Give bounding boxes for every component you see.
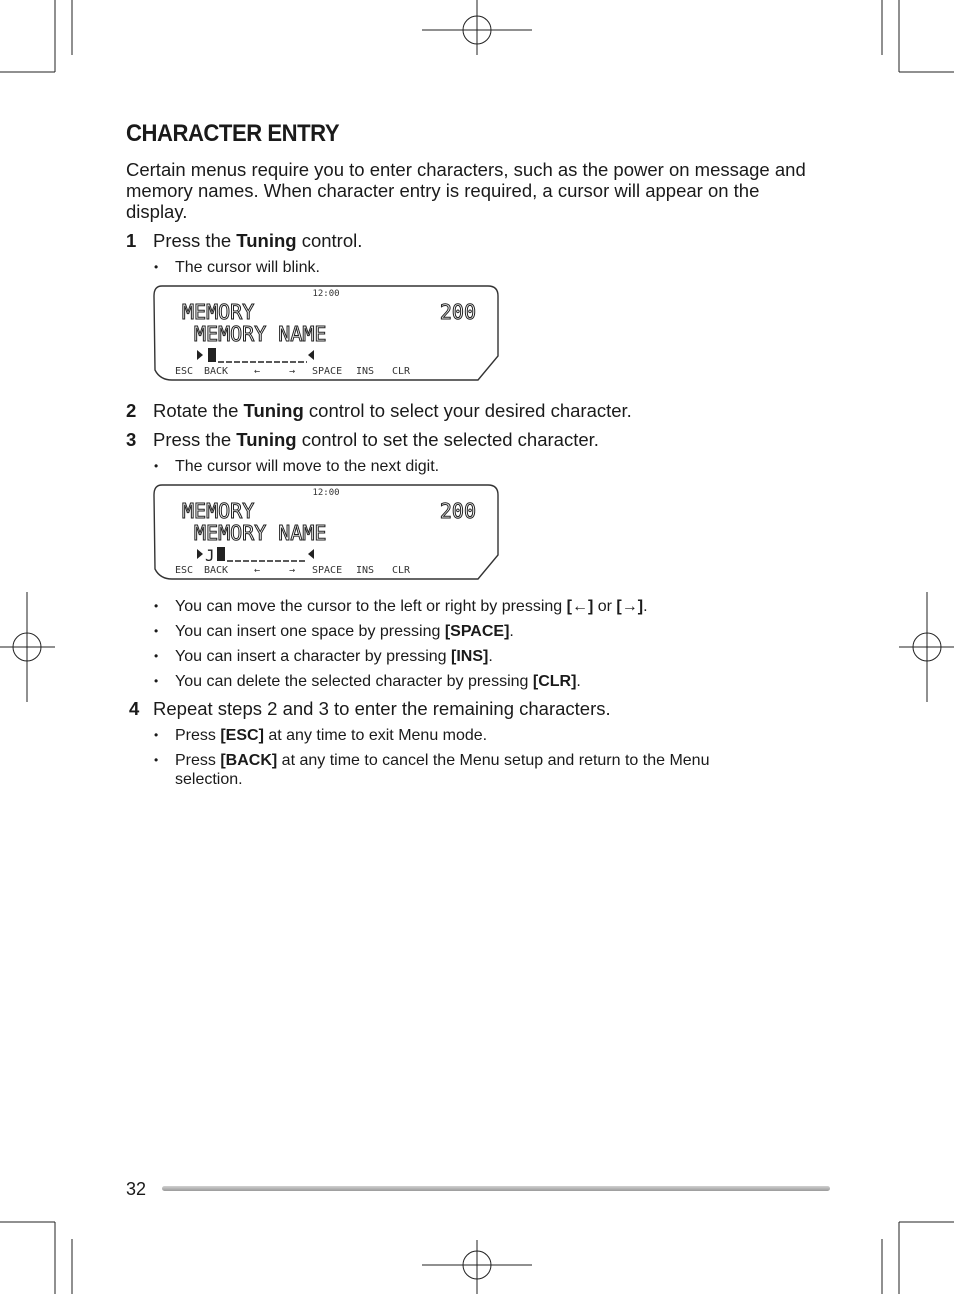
bullet-dot: • xyxy=(154,599,159,613)
lcd-entered-char: J xyxy=(205,546,215,565)
step-text-pre: Press the xyxy=(153,429,237,450)
softkey-clr: CLR xyxy=(392,366,411,377)
step-text-post: control to set the selected character. xyxy=(296,429,599,450)
section-heading: CHARACTER ENTRY xyxy=(126,120,340,147)
note-insert-space: • You can insert one space by pressing [SPACE]. xyxy=(154,623,514,640)
lcd-cursor-block xyxy=(217,547,225,561)
softkey-esc: ESC xyxy=(175,565,194,576)
footer-rule xyxy=(162,1186,830,1191)
note-delete-char: • You can delete the selected character by pressing [CLR]. xyxy=(154,673,581,690)
step-text-pre: Rotate the xyxy=(153,400,244,421)
softkey-space: SPACE xyxy=(312,366,343,377)
bullet-dot: • xyxy=(154,728,159,742)
bullet-dot: • xyxy=(154,260,159,274)
softkey-left: ← xyxy=(254,565,261,576)
softkey-left: ← xyxy=(254,366,261,377)
step-control-name: Tuning xyxy=(243,400,304,421)
softkey-ins: INS xyxy=(356,565,375,576)
key-ins: [INS] xyxy=(451,648,489,665)
step-number: 1 xyxy=(126,230,137,251)
lcd-display-1 xyxy=(152,284,500,382)
step-4 xyxy=(129,698,611,720)
lcd-menu-label: MEMORY xyxy=(182,499,255,523)
lcd-sub-label: MEMORY NAME xyxy=(194,322,327,346)
note-cursor-move: • The cursor will move to the next digit. xyxy=(154,458,440,475)
step-control-name: Tuning xyxy=(236,429,297,450)
lcd-display-2 xyxy=(152,483,500,581)
bullet-dot: • xyxy=(154,649,159,663)
key-clr: [CLR] xyxy=(532,673,577,690)
bullet-dot: • xyxy=(154,674,159,688)
softkey-back: BACK xyxy=(204,366,229,377)
key-space: [SPACE] xyxy=(444,623,510,640)
softkey-clr: CLR xyxy=(392,565,411,576)
lcd-menu-number: 200 xyxy=(439,300,476,324)
lcd-menu-label: MEMORY xyxy=(182,300,255,324)
softkey-esc: ESC xyxy=(175,366,194,377)
softkey-right: → xyxy=(289,565,296,576)
bullet-dot: • xyxy=(154,459,159,473)
key-right: [→] xyxy=(616,598,644,615)
lcd-menu-number: 200 xyxy=(439,499,476,523)
step-2 xyxy=(126,400,632,422)
note-esc: • Press [ESC] at any time to exit Menu mode. xyxy=(154,727,488,744)
intro-paragraph: Certain menus require you to enter characters, such as the power on message and memory names. When character entry is required, a cursor will appear on the display. xyxy=(126,159,806,222)
softkey-ins: INS xyxy=(356,366,375,377)
step-number: 3 xyxy=(126,429,137,450)
lcd-clock: 12:00 xyxy=(312,289,340,299)
lcd-cursor-block xyxy=(208,348,216,362)
page-number: 32 xyxy=(126,1179,147,1199)
step-3 xyxy=(126,429,599,451)
lcd-sub-label: MEMORY NAME xyxy=(194,521,327,545)
note-move-cursor: • You can move the cursor to the left or right by pressing [←] or [→]. xyxy=(154,598,648,615)
step-text-post: control to select your desired character. xyxy=(303,400,632,421)
step-control-name: Tuning xyxy=(236,230,297,251)
bullet-dot: • xyxy=(154,753,159,767)
note-cursor-blink: • The cursor will blink. xyxy=(154,259,320,276)
softkey-back: BACK xyxy=(204,565,229,576)
softkey-space: SPACE xyxy=(312,565,343,576)
step-1 xyxy=(126,230,362,252)
step-text: Repeat steps 2 and 3 to enter the remaining characters. xyxy=(153,698,611,719)
step-number: 2 xyxy=(126,400,137,421)
lcd-clock: 12:00 xyxy=(312,488,340,498)
key-esc: [ESC] xyxy=(220,727,264,744)
step-number: 4 xyxy=(129,698,140,719)
step-text-pre: Press the xyxy=(153,230,237,251)
key-back: [BACK] xyxy=(220,752,278,769)
note-insert-char: • You can insert a character by pressing [INS]. xyxy=(154,648,493,665)
bullet-dot: • xyxy=(154,624,159,638)
softkey-right: → xyxy=(289,366,296,377)
key-left: [←] xyxy=(566,598,594,615)
note-back: • Press [BACK] at any time to cancel the Menu setup and return to the Menu selection. xyxy=(154,752,710,788)
step-text-post: control. xyxy=(296,230,363,251)
